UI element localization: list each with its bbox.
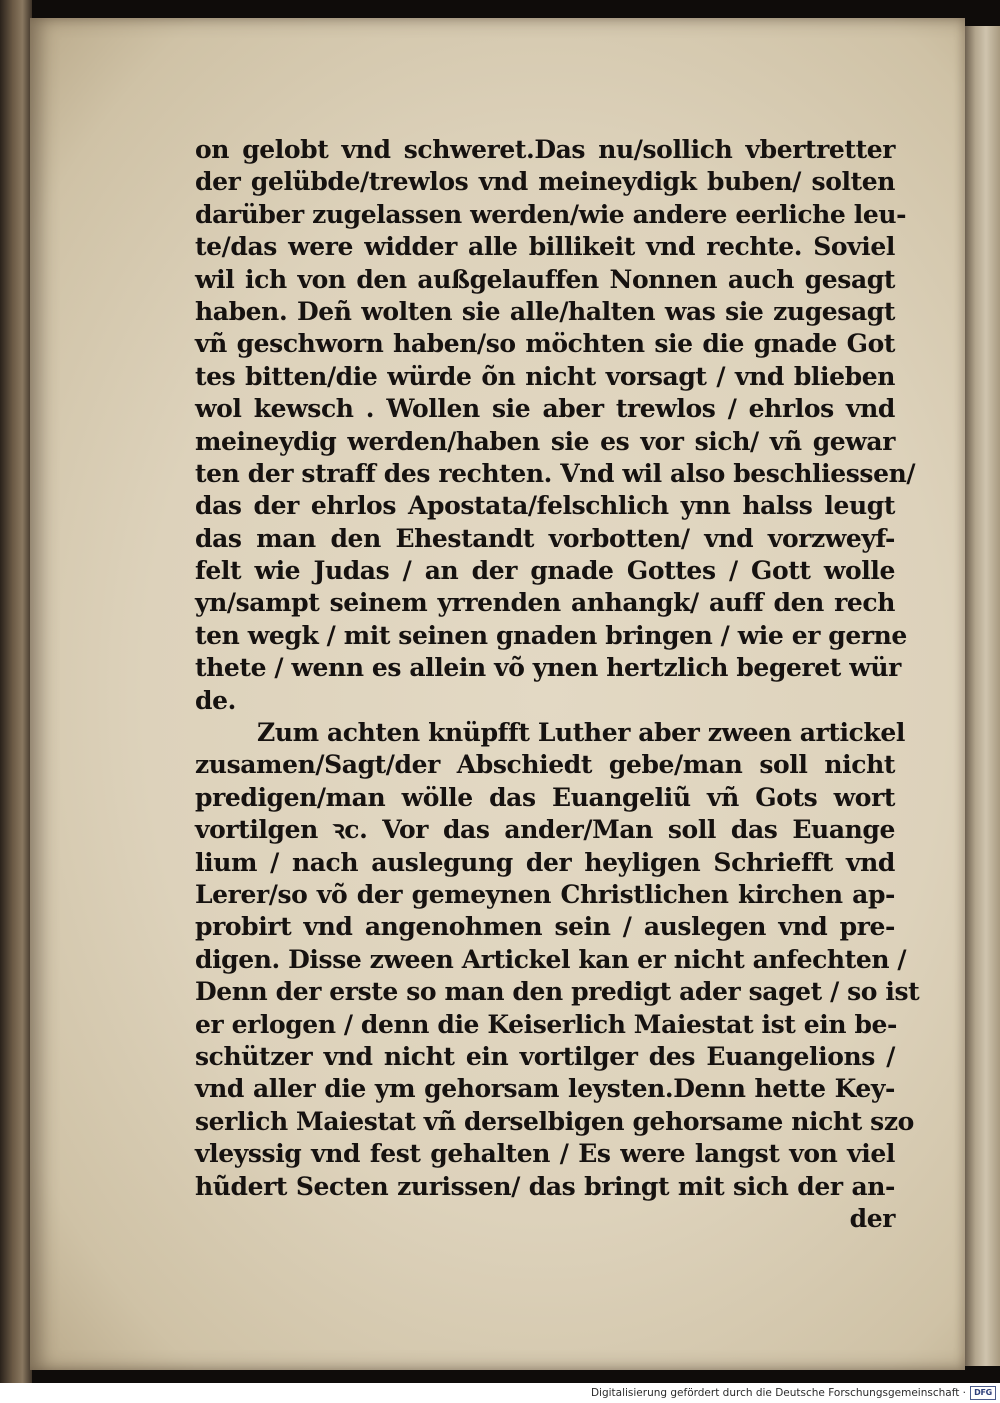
text-line: der gelübde/trewlos vnd meineydigk buben/ solten [195,167,895,197]
text-line: probirt vnd angenohmen sein / auslegen vnd pre- [195,912,895,942]
text-line: das der ehrlos Apostata/felschlich ynn halss leugt [195,491,895,521]
text-line: wil ich von den außgelauffen Nonnen auch gesagt [195,264,895,294]
text-line: ten wegk / mit seinen gnaden bringen / wie er gerne [195,620,907,650]
catchword: der [849,1203,895,1233]
text-line: haben. Deñ wolten sie alle/halten was sie zugesagt [195,296,895,326]
text-line: vñ geschworn haben/so möchten sie die gnade Got [195,329,895,359]
paragraph-first-line: Zum achten knüpfft Luther aber zween artickel [257,718,905,748]
text-line: felt wie Judas / an der gnade Gottes / Gott wolle [195,556,895,586]
text-line: tes bitten/die würde õn nicht vorsagt / vnd blieben [195,361,895,391]
text-line: te/das were widder alle billikeit vnd rechte. Soviel [195,232,895,262]
text-line: ten der straff des rechten. Vnd wil also beschliessen/ [195,458,916,488]
funding-credit: Digitalisierung gefördert durch die Deutsche Forschungsgemeinschaft · [590,1387,966,1399]
text-line: das man den Ehestandt vorbotten/ vnd vorzweyf- [195,523,895,553]
right-page-edge [965,26,1000,1366]
text-line: er erlogen / denn die Keiserlich Maiestat ist ein be- [195,1009,898,1039]
text-line: predigen/man wölle das Euangeliũ vñ Gots wort [195,782,895,812]
text-line: Denn der erste so man den predigt ader saget / so ist [195,977,920,1007]
text-line: darüber zugelassen werden/wie andere eerliche leu- [195,199,907,229]
text-line: vleyssig vnd fest gehalten / Es were langst von viel [195,1139,895,1169]
footer-bar [0,1383,1000,1403]
text-line: meineydig werden/haben sie es vor sich/ vñ gewar [195,426,895,456]
text-line: thete / wenn es allein võ ynen hertzlich begeret wür [195,653,901,683]
text-line: lium / nach auslegung der heyligen Schriefft vnd [195,847,895,877]
text-line: serlich Maiestat vñ derselbigen gehorsame nicht szo [195,1106,914,1136]
text-line: schützer vnd nicht ein vortilger des Euangelions / [195,1041,895,1071]
text-line: Lerer/so võ der gemeynen Christlichen kirchen ap- [195,879,895,909]
text-line: digen. Disse zween Artickel kan er nicht anfechten / [195,944,907,974]
text-line: yn/sampt seinem yrrenden anhangk/ auff den rech [195,588,895,618]
left-page-edge [0,0,32,1383]
text-line: zusamen/Sagt/der Abschiedt gebe/man soll nicht [195,750,895,780]
text-line: de. [195,685,236,715]
dfg-logo[interactable]: DFG [970,1386,996,1400]
text-line: on gelobt vnd schweret.Das nu/sollich vbertretter [195,135,895,164]
text-block [195,134,920,1235]
text-line: hũdert Secten zurissen/ das bringt mit sich der an- [195,1171,895,1201]
text-line: vortilgen ꝛc. Vor das ander/Man soll das Euange [195,815,895,845]
text-line: vnd aller die ym gehorsam leysten.Denn hette Key- [195,1074,895,1104]
text-line: wol kewsch . Wollen sie aber trewlos / ehrlos vnd [195,394,895,424]
